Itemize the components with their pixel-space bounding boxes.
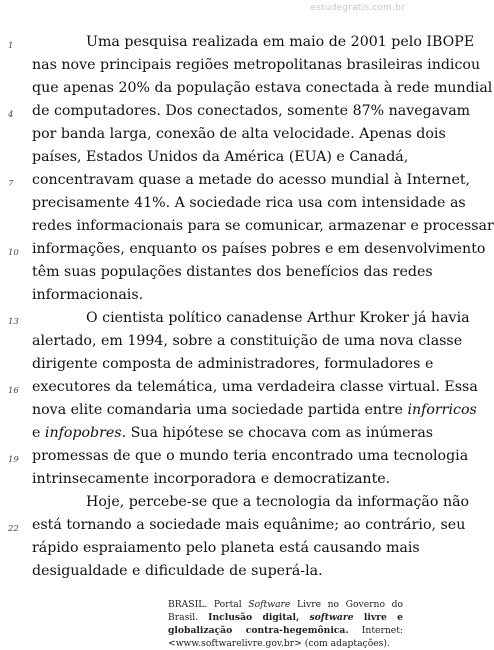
text-line bbox=[32, 399, 477, 422]
line-text: informações, enquanto os países pobres e em desenvolvimento bbox=[32, 241, 486, 257]
text-line bbox=[32, 123, 446, 146]
line-text: dirigente composta de administradores, formuladores e bbox=[32, 356, 434, 372]
text-line bbox=[8, 445, 469, 468]
source-citation bbox=[168, 598, 403, 650]
citation-title-italic: software bbox=[309, 612, 354, 623]
line-text: precisamente 41%. A sociedade rica usa com intensidade as bbox=[32, 195, 466, 211]
citation-internet: Internet: <www.softwarelivre.gov.br> (com adaptações). bbox=[168, 625, 403, 649]
citation-prefix: BRASIL. Portal bbox=[168, 599, 242, 610]
article-text bbox=[8, 31, 494, 583]
line-text: concentravam quase a metade do acesso mundial à Internet, bbox=[32, 172, 471, 188]
line-number: 13 bbox=[8, 317, 19, 327]
line-text: O cientista político canadense Arthur Kroker já havia bbox=[86, 310, 470, 326]
line-text: está tornando a sociedade mais equânime; ao contrário, seu bbox=[32, 517, 466, 533]
line-number: 1 bbox=[8, 41, 14, 51]
line-text: que apenas 20% da população estava conectada à rede mundial bbox=[32, 80, 493, 96]
line-text: intrinsecamente incorporadora e democratizante. bbox=[32, 471, 391, 487]
line-number: 10 bbox=[8, 248, 19, 258]
line-text: Uma pesquisa realizada em maio de 2001 pelo IBOPE bbox=[86, 34, 475, 50]
line-text: nas nove principais regiões metropolitanas brasileiras indicou bbox=[32, 57, 481, 73]
line-text: rápido espraiamento pelo planeta está causando mais bbox=[32, 540, 420, 556]
line-number: 22 bbox=[8, 524, 19, 534]
text-line bbox=[32, 422, 434, 445]
text-line bbox=[8, 31, 475, 54]
text-line bbox=[32, 330, 463, 353]
text-line bbox=[32, 77, 493, 100]
text-line bbox=[32, 261, 433, 284]
term-infopobres: infopobres bbox=[44, 425, 122, 441]
line-number: 16 bbox=[8, 386, 19, 396]
line-text: países, Estados Unidos da América (EUA) e Canadá, bbox=[32, 149, 409, 165]
line-number: 4 bbox=[8, 110, 14, 120]
text-line bbox=[8, 100, 471, 123]
text-line bbox=[32, 215, 494, 238]
line-number: 19 bbox=[8, 455, 19, 465]
text-line bbox=[8, 238, 486, 261]
text-line bbox=[8, 307, 470, 330]
text-line bbox=[32, 192, 466, 215]
text-line bbox=[32, 560, 404, 583]
line-text: e bbox=[32, 425, 41, 441]
text-line bbox=[32, 54, 481, 77]
text-line bbox=[32, 491, 470, 514]
text-line bbox=[32, 146, 409, 169]
line-text: têm suas populações distantes dos benefícios das redes bbox=[32, 264, 433, 280]
text-line bbox=[8, 514, 466, 537]
line-text: de computadores. Dos conectados, somente 87% navegavam bbox=[32, 103, 471, 119]
line-number: 7 bbox=[8, 179, 14, 189]
line-text: promessas de que o mundo teria encontrado uma tecnologia bbox=[32, 448, 469, 464]
text-line bbox=[32, 284, 404, 307]
line-text: desigualdade e dificuldade de superá-la. bbox=[32, 563, 323, 579]
text-line bbox=[32, 353, 434, 376]
citation-software: Software bbox=[248, 599, 291, 610]
watermark: estudegratis.com.br bbox=[310, 3, 405, 13]
line-text: por banda larga, conexão de alta velocidade. Apenas dois bbox=[32, 126, 446, 142]
line-text: informacionais. bbox=[32, 287, 144, 303]
text-line bbox=[8, 169, 471, 192]
line-text: nova elite comandaria uma sociedade partida entre bbox=[32, 402, 403, 418]
line-text: Hoje, percebe-se que a tecnologia da informação não bbox=[86, 494, 470, 510]
citation-title-part: Inclusão digital, bbox=[208, 612, 300, 623]
line-text: redes informacionais para se comunicar, armazenar e processar bbox=[32, 218, 494, 234]
citation-title-part: livre e globalização contra-hegemônica. bbox=[168, 612, 404, 636]
text-line bbox=[32, 468, 404, 491]
line-text: alertado, em 1994, sobre a constituição de uma nova classe bbox=[32, 333, 463, 349]
text-line bbox=[32, 537, 420, 560]
citation-mid: Livre no Governo do Brasil. bbox=[168, 599, 403, 623]
term-inforricos: inforricos bbox=[407, 402, 477, 418]
line-text: executores da telemática, uma verdadeira classe virtual. Essa bbox=[32, 379, 478, 395]
text-line bbox=[8, 376, 478, 399]
line-text: . Sua hipótese se chocava com as inúmeras bbox=[121, 425, 434, 441]
